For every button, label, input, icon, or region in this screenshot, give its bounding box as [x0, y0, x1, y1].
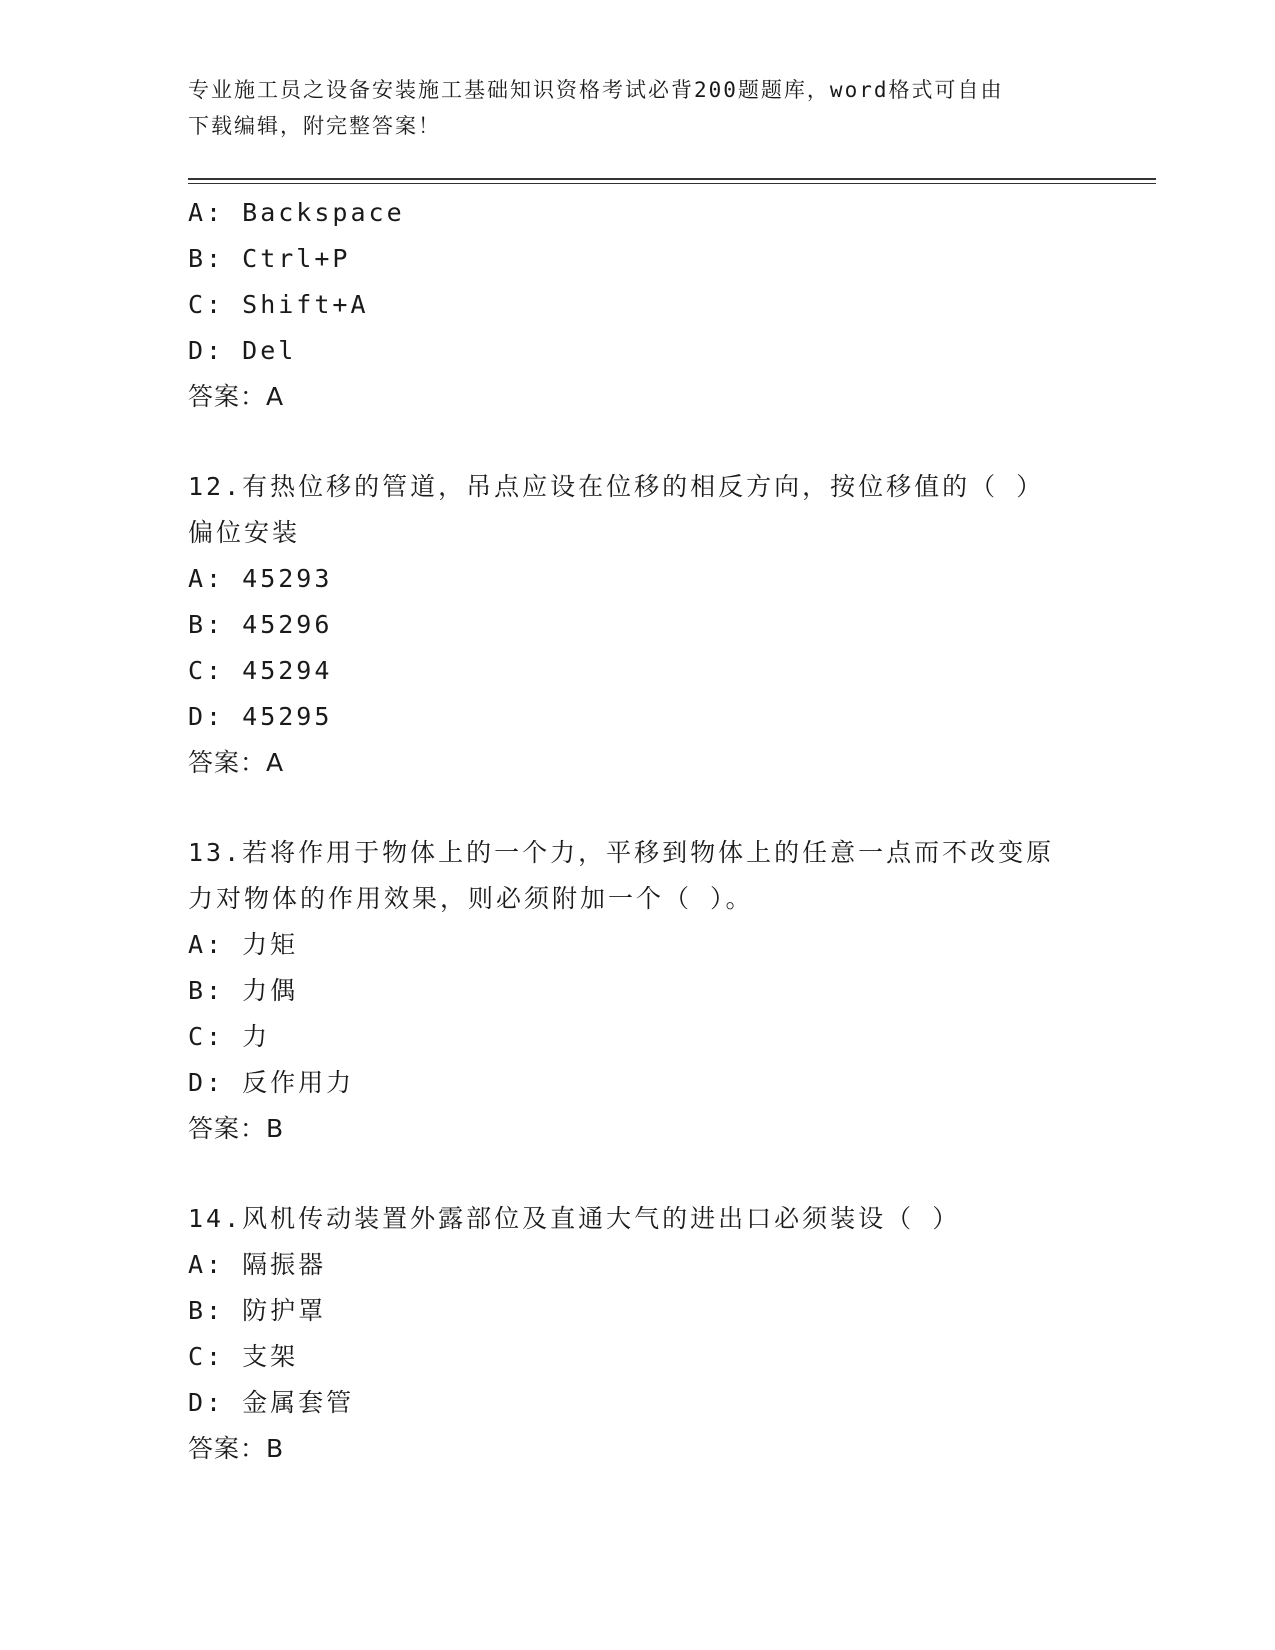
- header-divider-thin: [188, 183, 1156, 184]
- answer-line: 答案：B: [188, 1114, 285, 1143]
- answer-line: 答案：B: [188, 1434, 285, 1463]
- answer-line: 答案：A: [188, 748, 285, 777]
- question-text-line-2: 力对物体的作用效果，则必须附加一个（ ）。: [188, 884, 754, 913]
- question-text-line-1: 14.风机传动装置外露部位及直通大气的进出口必须装设（ ）: [188, 1204, 961, 1233]
- option-b: B: 防护罩: [188, 1296, 327, 1325]
- option-b: B: Ctrl+P: [188, 244, 351, 273]
- option-c: C: Shift+A: [188, 290, 369, 319]
- document-header: [188, 72, 1088, 144]
- question-text-line-2: 偏位安装: [188, 518, 301, 547]
- option-a: A: Backspace: [188, 198, 405, 227]
- question-12: [188, 464, 1088, 786]
- option-d: D: 45295: [188, 702, 333, 731]
- question-11: [188, 190, 1088, 420]
- option-b: B: 45296: [188, 610, 333, 639]
- option-a: A: 力矩: [188, 930, 299, 959]
- question-text-line-1: 13.若将作用于物体上的一个力，平移到物体上的任意一点而不改变原: [188, 838, 1055, 867]
- question-14: [188, 1196, 1088, 1472]
- option-c: C: 支架: [188, 1342, 299, 1371]
- header-line-1: 专业施工员之设备安装施工基础知识资格考试必背200题题库，word格式可自由: [188, 78, 1004, 102]
- option-d: D: Del: [188, 336, 297, 365]
- question-13: [188, 830, 1088, 1152]
- answer-line: 答案：A: [188, 382, 285, 411]
- option-a: A: 45293: [188, 564, 333, 593]
- header-divider-thick: [188, 178, 1156, 180]
- option-a: A: 隔振器: [188, 1250, 327, 1279]
- question-list: [188, 190, 1088, 1472]
- option-c: C: 45294: [188, 656, 333, 685]
- option-b: B: 力偶: [188, 976, 299, 1005]
- option-d: D: 反作用力: [188, 1068, 355, 1097]
- option-c: C: 力: [188, 1022, 271, 1051]
- option-d: D: 金属套管: [188, 1388, 355, 1417]
- header-line-2: 下载编辑，附完整答案！: [188, 114, 441, 138]
- question-text-line-1: 12.有热位移的管道，吊点应设在位移的相反方向，按位移值的（ ）: [188, 472, 1045, 501]
